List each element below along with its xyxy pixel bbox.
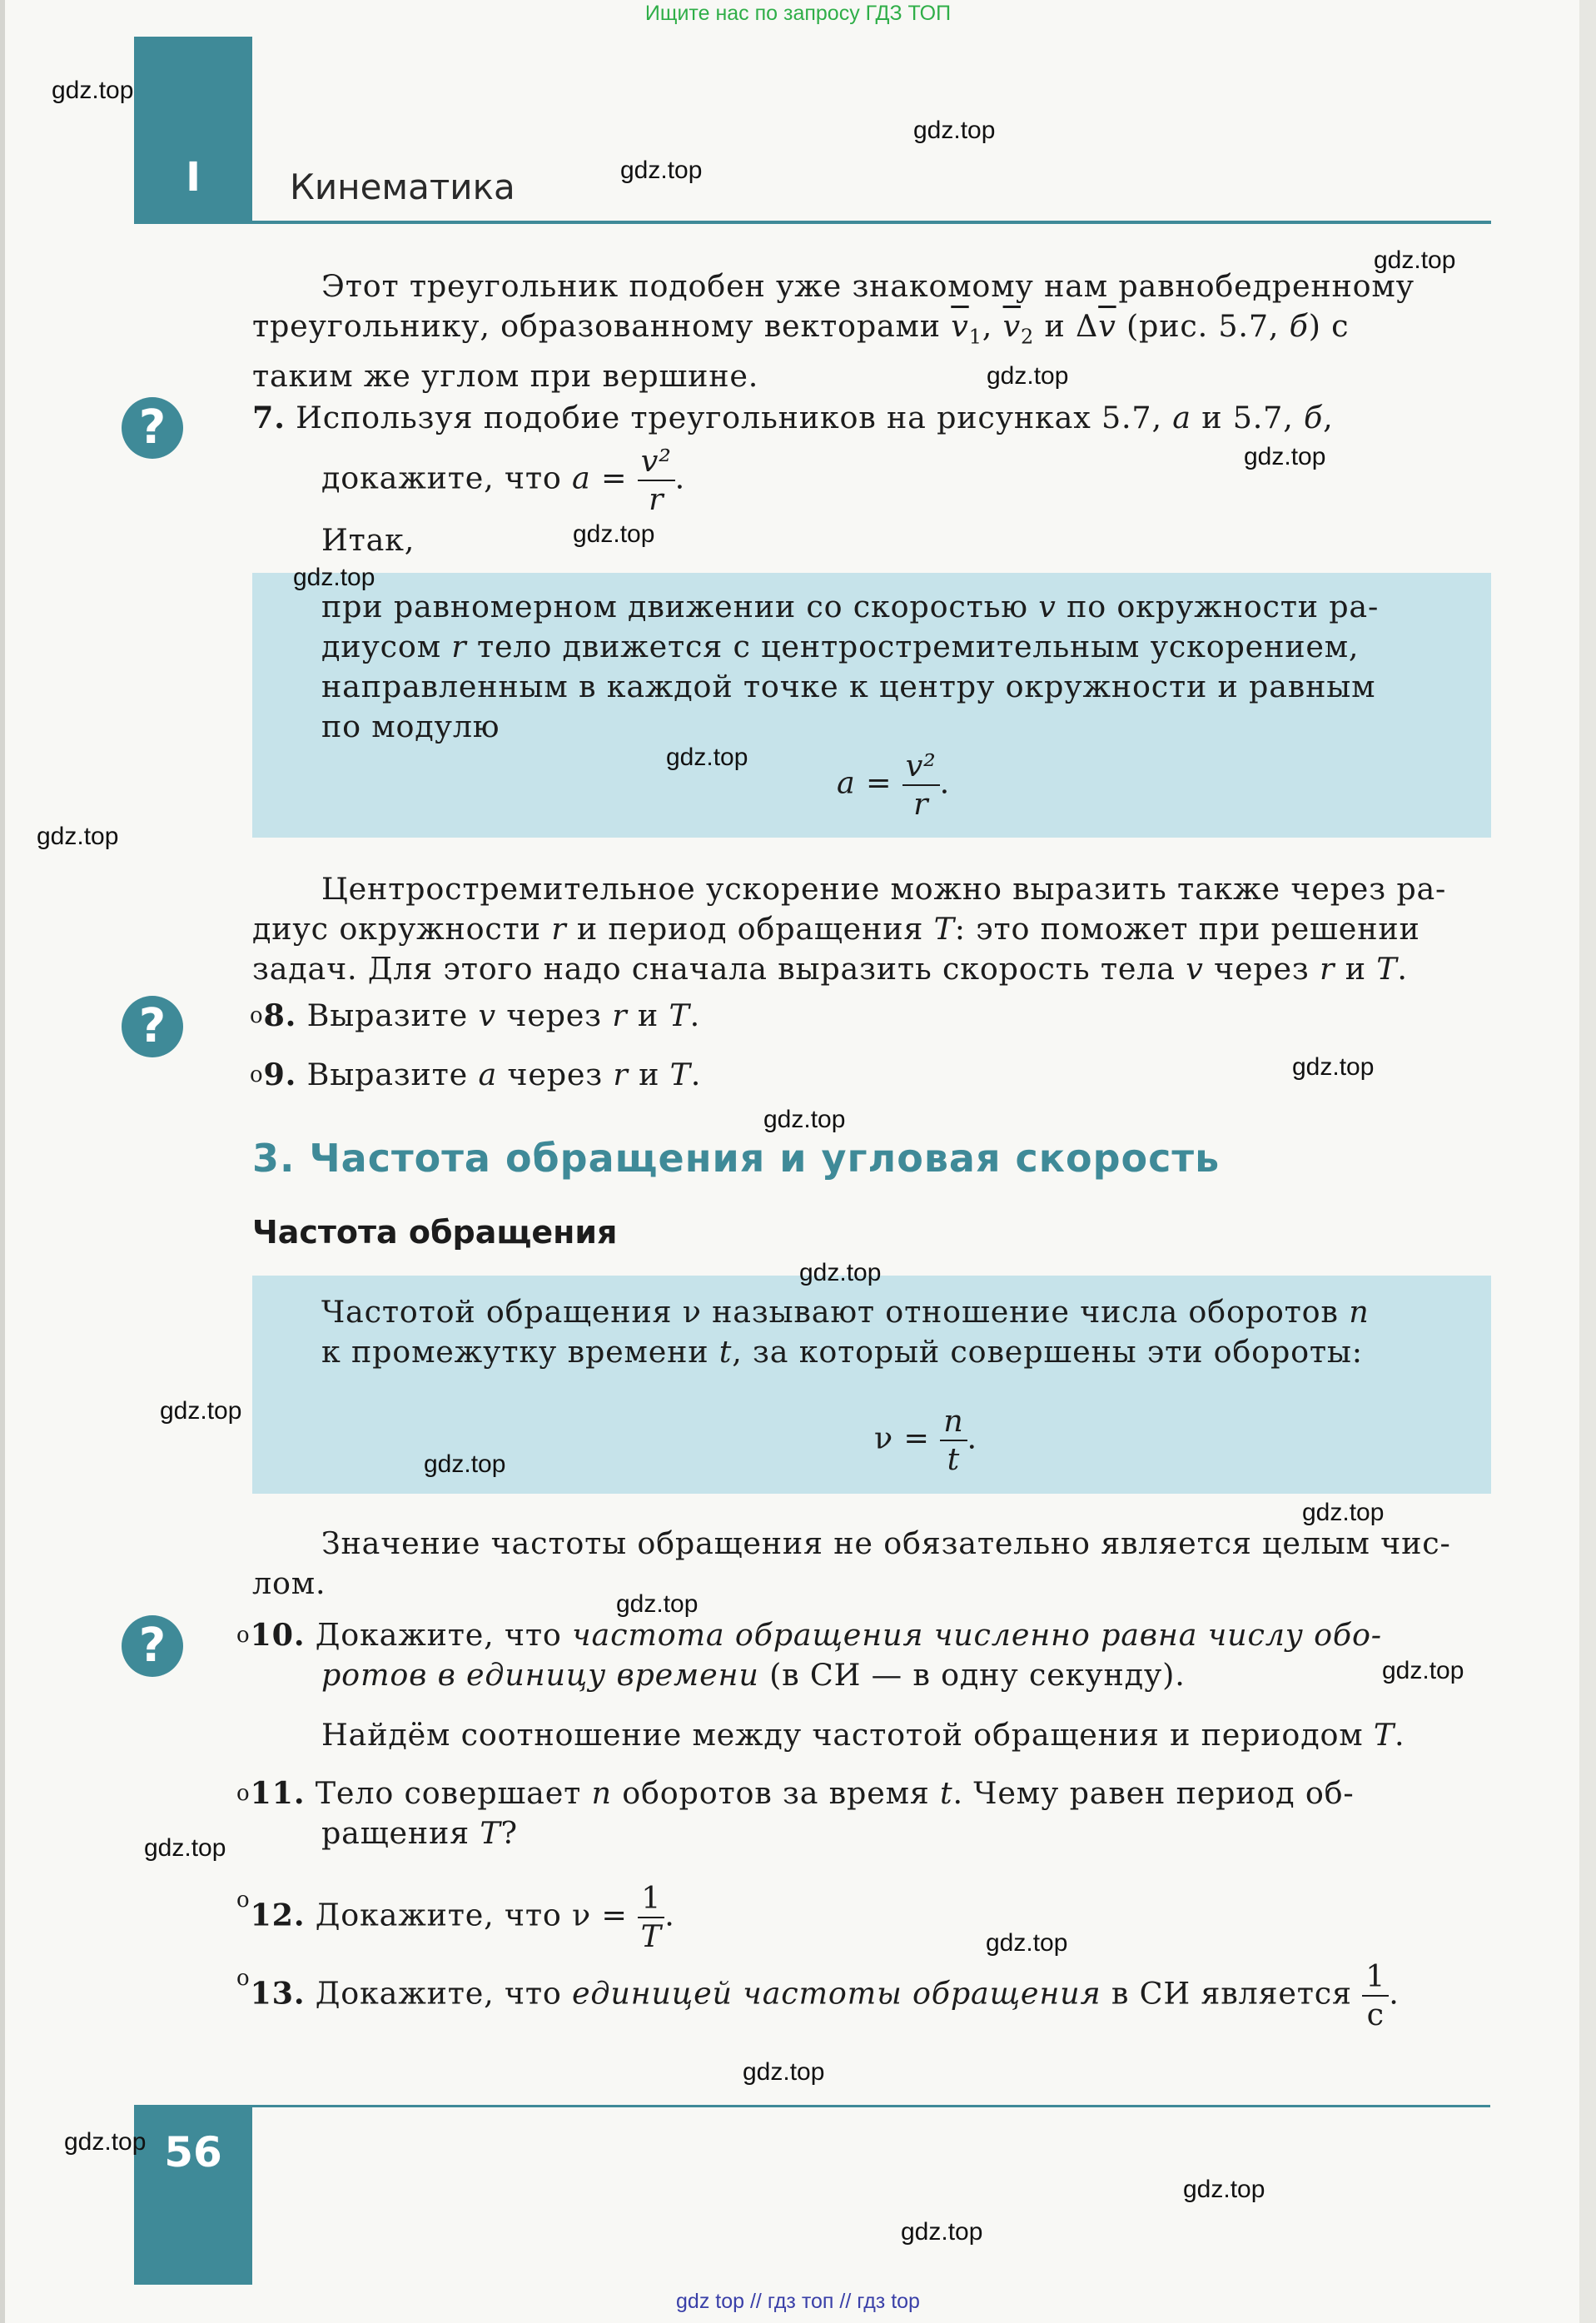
watermark[interactable]: gdz.top <box>1292 1053 1375 1081</box>
watermark[interactable]: gdz.top <box>1244 443 1326 470</box>
watermark[interactable]: gdz.top <box>293 564 375 591</box>
text-span: частота обращения численно равна числу обо- <box>572 1617 1382 1653</box>
text-span: оборотов за время <box>611 1775 941 1811</box>
watermark[interactable]: gdz.top <box>1183 2176 1265 2203</box>
marker: o <box>236 1966 251 1991</box>
numerator: 1 <box>638 1880 664 1918</box>
text-span: тело движется с центростремительным ускорением, <box>466 629 1360 664</box>
header-rule <box>134 221 1491 224</box>
vector-v1: $\overline{v}$ <box>951 308 969 344</box>
text-span: диус окружности <box>252 911 552 947</box>
question-10 <box>236 1615 1491 1695</box>
watermark[interactable]: gdz.top <box>424 1450 506 1478</box>
text-line <box>252 398 1491 438</box>
text-span: T <box>669 997 690 1033</box>
text-span: треугольнику, образованному векторами <box>252 308 952 344</box>
text-span: . <box>967 1420 977 1456</box>
watermark[interactable]: gdz.top <box>666 744 748 771</box>
marker: o <box>250 1003 264 1028</box>
text-span: v <box>1038 589 1057 624</box>
denominator: r <box>913 786 929 822</box>
vector-dv: $\overline{v}$ <box>1098 308 1116 344</box>
watermark[interactable]: gdz.top <box>616 1590 699 1618</box>
text-span: в СИ является <box>1101 1975 1363 2012</box>
text-span: r <box>451 629 467 664</box>
text-span: . <box>689 997 701 1033</box>
text-span: и <box>1335 951 1377 987</box>
paragraph-3 <box>252 1524 1491 1604</box>
bottom-banner[interactable]: gdz top // гдз топ // гдз top <box>676 2290 920 2313</box>
question-number: 12. <box>250 1897 306 1933</box>
text-span: задач. Для этого надо сначала выразить скорость тела <box>252 951 1186 987</box>
text-span: Используя подобие треугольников на рисунках 5.7, <box>296 400 1173 435</box>
itak-text: Итак, <box>321 522 415 558</box>
denominator: r <box>649 481 664 517</box>
text-span: через <box>495 997 613 1033</box>
denominator: с <box>1366 1997 1385 2032</box>
subscript: 1 <box>968 325 982 349</box>
text-span: , за который совершены эти обороты: <box>732 1334 1363 1370</box>
text-line: Центростремительное ускорение можно выразить также через ра- <box>321 871 1447 907</box>
watermark[interactable]: gdz.top <box>620 157 703 184</box>
text-line <box>321 1292 1477 1332</box>
watermark[interactable]: gdz.top <box>743 2058 825 2086</box>
text-line: Значение частоты обращения не обязательно является целым чис- <box>321 1525 1451 1561</box>
text-span: a <box>478 1057 497 1092</box>
text-span: диусом <box>321 629 452 664</box>
fraction <box>902 748 940 823</box>
text-span: r <box>612 997 628 1033</box>
text-span: б <box>1289 308 1309 344</box>
watermark[interactable]: gdz.top <box>144 1834 226 1862</box>
marker: o <box>236 1781 251 1806</box>
subsection-heading: Частота обращения <box>252 1214 618 1251</box>
text-line <box>321 587 1477 627</box>
text-line <box>236 1813 1491 1853</box>
question-12 <box>236 1880 1491 1955</box>
watermark[interactable]: gdz.top <box>52 77 134 104</box>
text-line <box>321 627 1477 667</box>
marker: o <box>236 1623 251 1648</box>
text-span: по окружности ра- <box>1056 589 1380 624</box>
text-span: ) с <box>1308 308 1350 344</box>
formula-lhs: a <box>837 764 856 801</box>
text-span: . <box>1395 1717 1405 1753</box>
formula-lhs: a <box>572 460 591 496</box>
question-number: 11. <box>250 1775 306 1811</box>
paragraph-1 <box>252 266 1491 396</box>
question-11 <box>236 1773 1491 1853</box>
text-span: . <box>1397 951 1408 987</box>
question-number: 13. <box>250 1975 306 2012</box>
page-number: 56 <box>164 2128 222 2176</box>
question-8 <box>250 996 1489 1036</box>
numerator: v² <box>902 748 940 786</box>
text-span: единицей частоты обращения <box>572 1975 1101 2012</box>
text-span: = <box>893 1420 941 1456</box>
text-span: T <box>480 1815 501 1851</box>
chapter-number: I <box>186 154 201 201</box>
text-span: T <box>933 911 955 947</box>
text-span: = <box>855 764 902 801</box>
question-13 <box>236 1958 1491 2033</box>
marker: o <box>250 1062 264 1087</box>
fraction <box>638 443 675 518</box>
watermark[interactable]: gdz.top <box>64 2128 147 2156</box>
formula-centripetal <box>837 748 950 823</box>
text-span: и 5.7, <box>1191 400 1305 435</box>
text-span: и период обращения <box>566 911 934 947</box>
footer-rule <box>250 2105 1490 2107</box>
text-span: . Чему равен период об- <box>952 1775 1355 1811</box>
text-span: , <box>1323 400 1334 435</box>
text-span: и <box>628 1057 670 1092</box>
question-number: 10. <box>250 1617 306 1653</box>
text-span: n <box>591 1775 612 1811</box>
text-span: n <box>1349 1294 1370 1330</box>
question-number: 8. <box>263 997 297 1033</box>
text-span: T <box>1376 951 1398 987</box>
text-span: : это поможет при решении <box>954 911 1420 947</box>
page-edge-right <box>1579 0 1596 2323</box>
definition-text-1 <box>321 587 1477 747</box>
text-span: . <box>664 1897 675 1933</box>
numerator: n <box>940 1403 967 1441</box>
watermark[interactable]: gdz.top <box>1302 1499 1385 1526</box>
text-span: Докажите, что <box>315 1897 573 1933</box>
formula-lhs: ν <box>572 1897 592 1933</box>
text-line <box>236 1655 1491 1695</box>
fraction <box>940 1403 967 1478</box>
text-line: по модулю <box>321 709 500 744</box>
watermark[interactable]: gdz.top <box>1382 1657 1464 1684</box>
fraction <box>1362 1958 1389 2033</box>
text-line: Этот треугольник подобен уже знакомому нам равнобедренному <box>321 268 1415 304</box>
text-line: лом. <box>252 1565 326 1601</box>
vector-v2: $\overline{v}$ <box>1002 308 1022 344</box>
text-line: таким же углом при вершине. <box>252 358 759 395</box>
text-span: ротов в единицу времени <box>321 1657 759 1693</box>
question-number: 7. <box>252 400 286 435</box>
text-span: T <box>669 1057 691 1092</box>
text-span: ращения <box>321 1815 480 1851</box>
question-mark-icon: ? <box>122 1615 183 1677</box>
text-span: (рис. 5.7, <box>1116 308 1290 344</box>
text-span: Тело совершает <box>315 1775 592 1811</box>
text-line <box>252 909 1491 949</box>
watermark[interactable]: gdz.top <box>799 1259 882 1286</box>
text-span: v <box>478 997 496 1033</box>
watermark[interactable]: gdz.top <box>987 362 1069 390</box>
watermark[interactable]: gdz.top <box>1374 246 1456 274</box>
text-span: r <box>551 911 567 947</box>
text-span: t <box>940 1775 953 1811</box>
text-line: направленным в каждой точке к центру окружности и равным <box>321 669 1376 704</box>
watermark[interactable]: gdz.top <box>763 1106 846 1133</box>
text-span: через <box>1203 951 1320 987</box>
fraction <box>638 1880 664 1955</box>
watermark[interactable]: gdz.top <box>913 117 996 144</box>
numerator: v² <box>638 443 675 481</box>
text-span: б <box>1304 400 1324 435</box>
numerator: 1 <box>1362 1958 1389 1997</box>
text-span: . <box>674 460 686 496</box>
paragraph-2 <box>252 869 1491 989</box>
denominator: t <box>947 1441 961 1477</box>
text-span: t <box>718 1334 733 1370</box>
text-span: Выразите <box>306 997 479 1033</box>
text-span: , <box>982 308 1003 344</box>
subscript: 2 <box>1021 325 1035 349</box>
text-span: = <box>591 1897 639 1933</box>
text-line <box>236 1773 1491 1813</box>
text-line <box>236 1615 1491 1655</box>
watermark[interactable]: gdz.top <box>37 823 119 850</box>
text-line <box>321 1332 1477 1372</box>
text-span: . <box>690 1057 702 1092</box>
text-span: докажите, что <box>321 460 573 496</box>
text-span: Докажите, что <box>315 1617 573 1653</box>
formula-lhs: ν <box>874 1420 893 1456</box>
page-edge-left <box>0 0 5 2323</box>
text-span: через <box>497 1057 614 1092</box>
question-number: 9. <box>263 1057 297 1092</box>
watermark[interactable]: gdz.top <box>901 2218 983 2246</box>
question-mark-icon: ? <box>122 996 183 1057</box>
text-span: = <box>590 460 638 496</box>
text-span: ? <box>500 1815 518 1851</box>
text-span: а <box>1172 400 1191 435</box>
chapter-title: Кинематика <box>290 167 515 207</box>
text-span: к промежутку времени <box>321 1334 719 1370</box>
text-span: при равномерном движении со скоростью <box>321 589 1039 624</box>
text-span: r <box>1320 951 1335 987</box>
text-span: r <box>613 1057 629 1092</box>
watermark[interactable]: gdz.top <box>160 1397 242 1425</box>
text-span: Частотой обращения ν называют отношение числа оборотов <box>321 1294 1350 1330</box>
watermark[interactable]: gdz.top <box>573 520 655 548</box>
watermark[interactable]: gdz.top <box>986 1929 1068 1957</box>
formula-frequency <box>874 1403 977 1478</box>
marker: o <box>236 1888 251 1913</box>
text-span: (в СИ — в одну секунду). <box>758 1657 1186 1693</box>
text-line <box>252 306 1491 356</box>
text-span: T <box>1373 1717 1395 1753</box>
text-span: Выразите <box>306 1057 479 1092</box>
text-line <box>252 949 1491 989</box>
text-span: Найдём соотношение между частотой обращения и периодом <box>321 1717 1374 1753</box>
text-span: v <box>1186 951 1204 987</box>
text-span: и <box>627 997 669 1033</box>
top-banner[interactable]: Ищите нас по запросу ГДЗ ТОП <box>644 2 952 25</box>
section-heading: 3. Частота обращения и угловая скорость <box>252 1136 1221 1181</box>
text-span: . <box>1389 1975 1400 2012</box>
text-span: . <box>939 764 951 801</box>
denominator: T <box>640 1918 662 1954</box>
text-span: и Δ <box>1034 308 1099 344</box>
text-span: Докажите, что <box>315 1975 573 2012</box>
question-mark-icon: ? <box>122 397 183 459</box>
paragraph-4 <box>321 1715 1491 1755</box>
definition-text-2 <box>321 1292 1477 1372</box>
